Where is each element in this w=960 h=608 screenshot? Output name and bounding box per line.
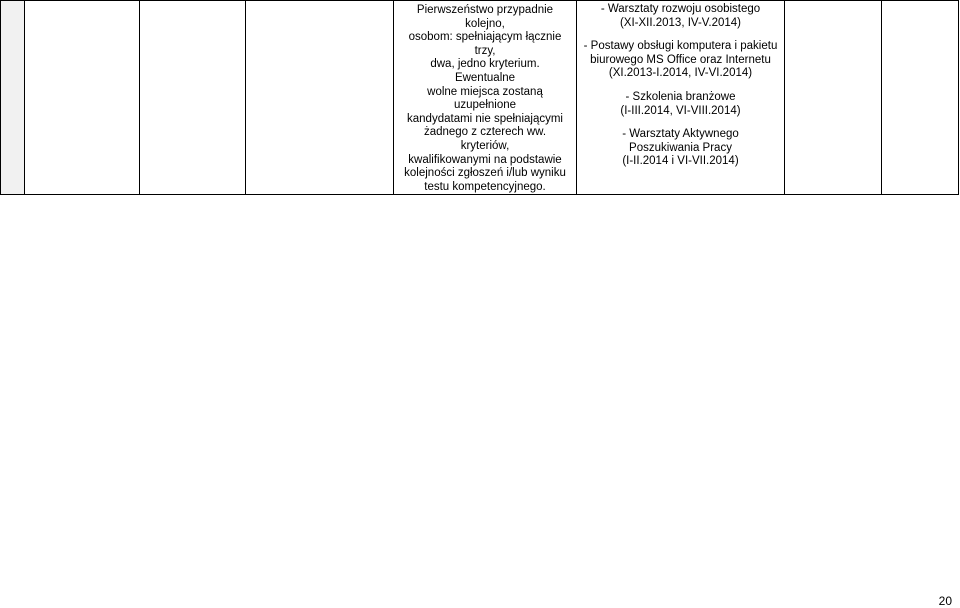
training-line: (I-III.2014, VI-VIII.2014) [620, 104, 741, 117]
criteria-line: testu kompetencyjnego. [424, 180, 546, 193]
criteria-line: wolne miejsca zostaną uzupełnione [427, 85, 543, 112]
criteria-line: kwalifikowanymi na podstawie [408, 153, 562, 166]
recruitment-criteria-cell [394, 1, 577, 195]
training-line: (XI.2013-I.2014, IV-VI.2014) [608, 67, 753, 80]
criteria-line: dwa, jedno kryterium. Ewentualne [430, 58, 540, 84]
trainings-cell [577, 1, 785, 195]
criteria-line: kandydatami nie spełniającymi [407, 112, 563, 125]
training-line: - Warsztaty rozwoju osobistego [600, 3, 761, 15]
training-item-computer-basics [581, 40, 780, 81]
criteria-line: Pierwszeństwo przypadnie kolejno, [416, 4, 554, 30]
empty-cell [785, 1, 882, 195]
training-item-industry-training [581, 91, 780, 118]
training-line: - Warsztaty Aktywnego [622, 128, 739, 141]
empty-cell-shaded [1, 1, 25, 195]
training-line: - Postawy obsługi komputera i pakietu [583, 40, 778, 53]
empty-cell [140, 1, 246, 195]
training-line: Poszukiwania Pracy [629, 141, 732, 154]
training-line: (I-II.2014 i VI-VII.2014) [622, 155, 739, 168]
empty-cell [246, 1, 394, 195]
training-line: - Szkolenia branżowe [625, 90, 736, 103]
table-row [1, 1, 959, 195]
criteria-line: osobom: spełniającym łącznie trzy, [408, 31, 562, 57]
program-table [0, 0, 959, 195]
training-line: biurowego MS Office oraz Internetu [590, 53, 771, 66]
empty-cell [882, 1, 959, 195]
criteria-line: kolejności zgłoszeń i/lub wyniku [404, 167, 566, 180]
training-line: (XI-XII.2013, IV-V.2014) [619, 16, 742, 29]
empty-cell [25, 1, 140, 195]
training-item-personal-development [581, 3, 780, 30]
training-item-job-search-workshop [581, 128, 780, 169]
criteria-line: żadnego z czterech ww. kryteriów, [423, 126, 547, 152]
page-number: 20 [938, 594, 952, 608]
